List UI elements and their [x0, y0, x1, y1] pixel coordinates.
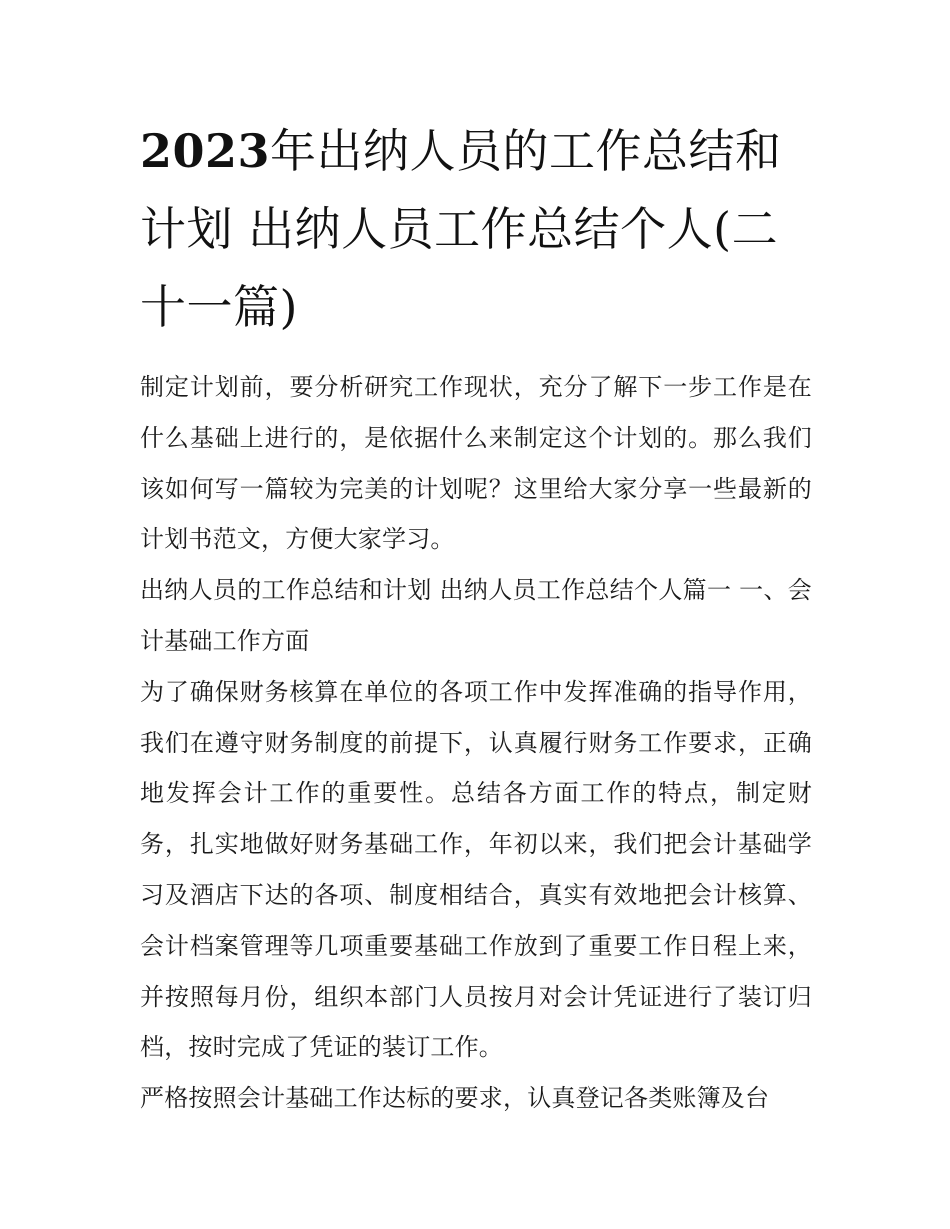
document-title	[140, 112, 812, 346]
title-text: 年出纳人员的工作总结和计划 出纳人员工作总结个人(二十一篇)	[140, 124, 782, 334]
body-paragraph: 为了确保财务核算在单位的各项工作中发挥准确的指导作用，我们在遵守财务制度的前提下，认真履行财务工作要求，正确地发挥会计工作的重要性。总结各方面工作的特点，制定财务，扎实地做好财务基础工作，年初以来，我们把会计基础学习及酒店下达的各项、制度相结合，真实有效地把会计核算、会计档案管理等几项重要基础工作放到了重要工作日程上来，并按照每月份，组织本部门人员按月对会计凭证进行了装订归档，按时完成了凭证的装订工作。	[140, 677, 812, 1062]
intro-paragraph: 制定计划前，要分析研究工作现状，充分了解下一步工作是在什么基础上进行的，是依据什么来制定这个计划的。那么我们该如何写一篇较为完美的计划呢？这里给大家分享一些最新的计划书范文，方便大家学习。	[140, 373, 812, 554]
title-year: 2023	[140, 124, 271, 178]
section-heading: 出纳人员的工作总结和计划 出纳人员工作总结个人篇一 一、会计基础工作方面	[140, 576, 812, 655]
document-page	[140, 112, 812, 1124]
document-body	[140, 362, 812, 1124]
body-paragraph: 严格按照会计基础工作达标的要求，认真登记各类账簿及台	[140, 1084, 770, 1113]
